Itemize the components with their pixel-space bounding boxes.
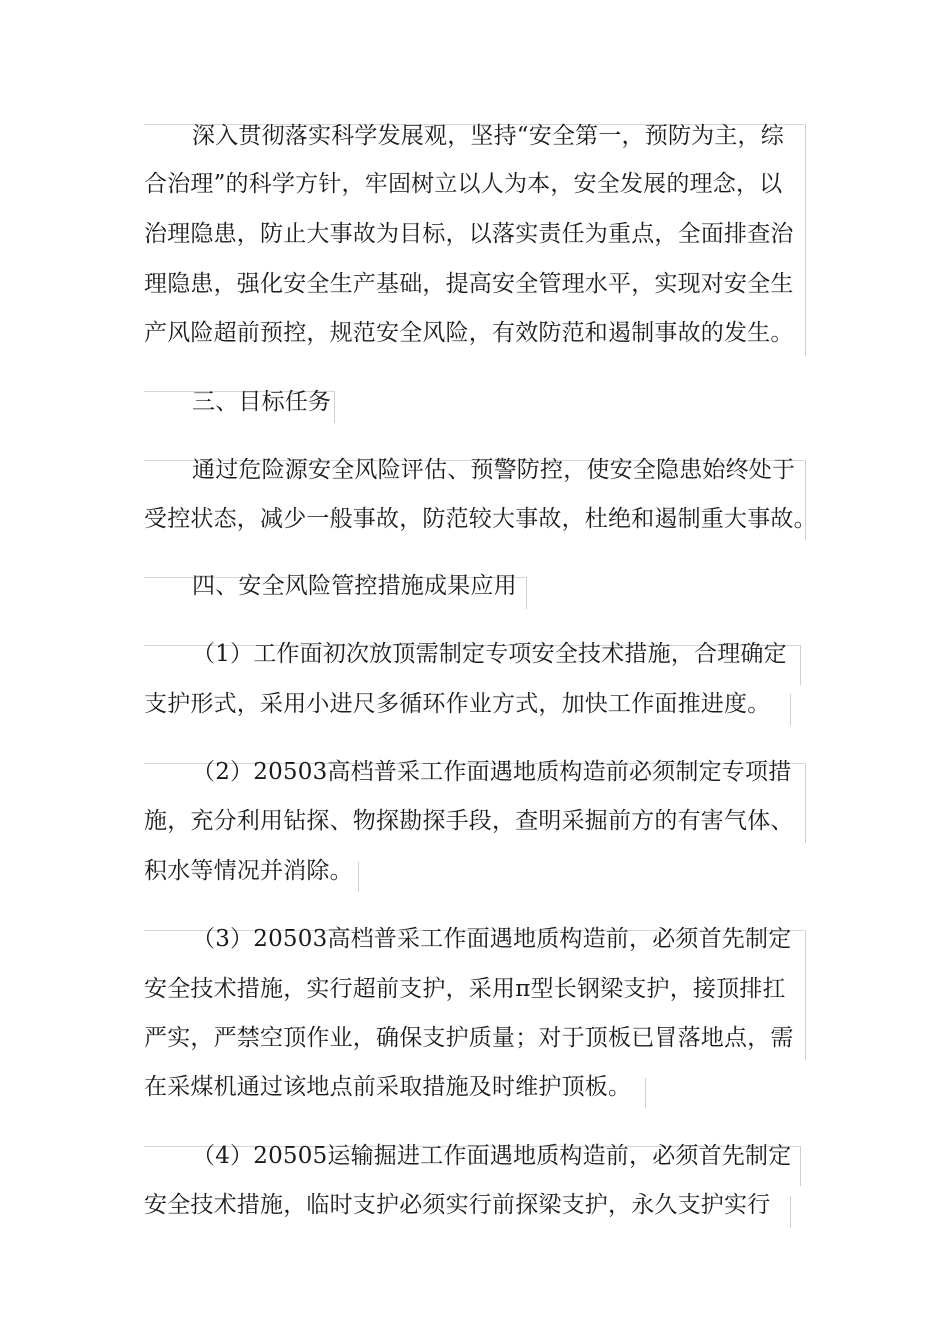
item-right-rule [358,862,359,892]
paragraph-line: 深入贯彻落实科学发展观，坚持“安全第一，预防为主，综 [192,123,784,149]
paragraph-line: 产风险超前预控，规范安全风险，有效防范和遏制事故的发生。 [144,320,794,346]
list-item-line: 安全技术措施，实行超前支护，采用π型长钢梁支护，接顶排扛 [144,976,786,1002]
paragraph-line: 合治理”的科学方针，牢固树立以人为本，安全发展的理念，以 [144,171,783,197]
list-item-line: 积水等情况并消除。 [144,858,353,884]
paragraph-right-rule [805,124,806,356]
item-right-rule [800,645,801,685]
paragraph-line: 通过危险源安全风险评估、预警防控，使安全隐患始终处于 [192,457,796,483]
paragraph-line: 受控状态，减少一般事故，防范较大事故，杜绝和遏制重大事故。 [144,506,817,532]
list-item-line: 支护形式，采用小进尺多循环作业方式，加快工作面推进度。 [144,691,771,717]
paragraph-line: 治理隐患，防止大事故为目标，以落实责任为重点，全面排查治 [144,221,794,247]
list-item-line: （1）工作面初次放顶需制定专项安全技术措施，合理确定 [192,641,787,667]
item-right-rule [790,694,791,726]
list-item-line: （4）20505运输掘进工作面遇地质构造前，必须首先制定 [192,1143,792,1169]
section-heading: 三、目标任务 [192,389,332,415]
heading-right-rule [334,391,335,423]
item-right-rule [805,763,806,843]
list-item-line: 施，充分利用钻探、物探勘探手段，查明采掘前方的有害气体、 [144,808,794,834]
heading-right-rule [526,577,527,609]
list-item-line: 安全技术措施，临时支护必须实行前探梁支护，永久支护实行 [144,1192,771,1218]
section-heading: 四、安全风险管控措施成果应用 [192,573,517,599]
item-right-rule [645,1078,646,1108]
list-item-line: 严实，严禁空顶作业，确保支护质量；对于顶板已冒落地点，需 [144,1025,794,1051]
item-right-rule [790,1196,791,1228]
paragraph-line: 理隐患，强化安全生产基础，提高安全管理水平，实现对安全生 [144,271,794,297]
list-item-line: （2）20503高档普采工作面遇地质构造前必须制定专项措 [192,759,792,785]
item-right-rule [800,1146,801,1186]
item-right-rule [805,930,806,1060]
list-item-line: 在采煤机通过该地点前采取措施及时维护顶板。 [144,1074,632,1100]
list-item-line: （3）20503高档普采工作面遇地质构造前，必须首先制定 [192,926,792,952]
